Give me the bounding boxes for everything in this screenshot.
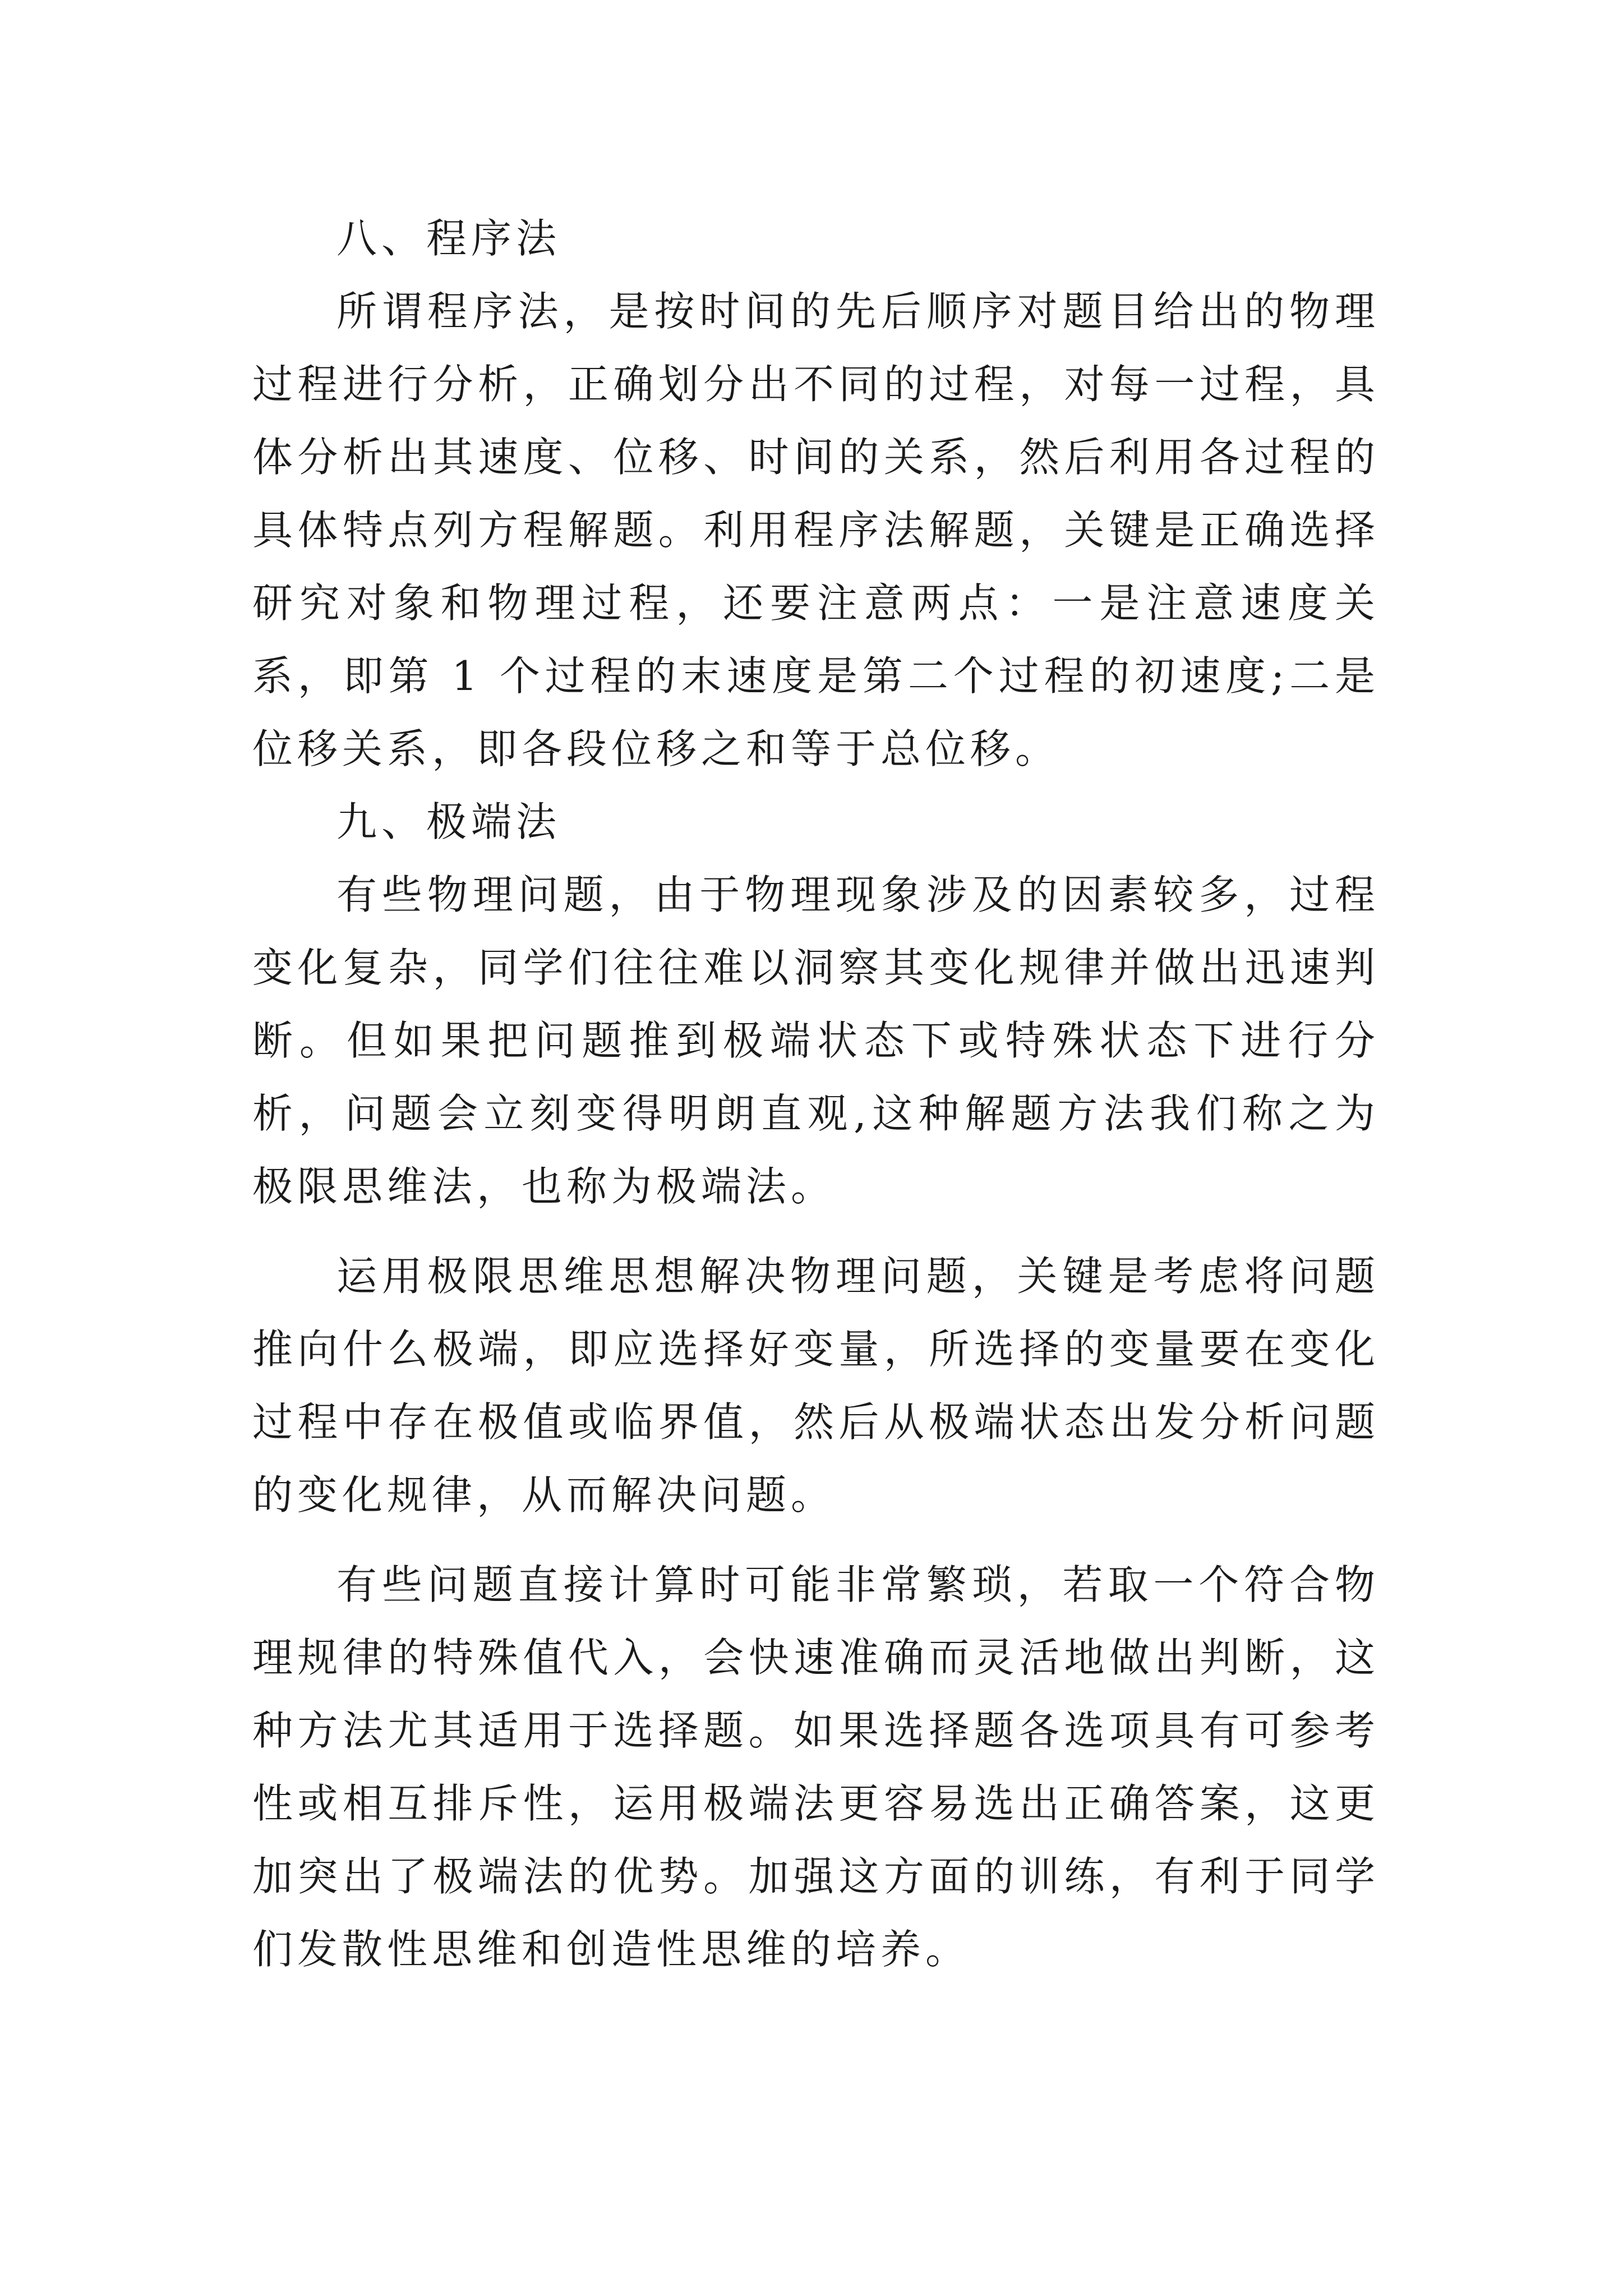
document-body xyxy=(252,202,1380,1986)
paragraph-extreme-method-intro: 有些物理问题，由于物理现象涉及的因素较多，过程变化复杂，同学们往往难以洞察其变化规律并做出迅速判断。但如果把问题推到极端状态下或特殊状态下进行分析，问题会立刻变得明朗直观,这种解题方法我们称之为极限思维法，也称为极端法。 xyxy=(252,871,1380,1210)
paragraph-extreme-method-special-value: 有些问题直接计算时可能非常繁琐，若取一个符合物理规律的特殊值代入，会快速准确而灵活地做出判断，这种方法尤其适用于选择题。如果选择题各选项具有可参考性或相互排斥性，运用极端法更容易选出正确答案，这更加突出了极端法的优势。加强这方面的训练，有利于同学们发散性思维和创造性思维的培养。 xyxy=(252,1561,1380,1973)
paragraph-spacer xyxy=(252,1223,1380,1240)
paragraph-procedure-method: 所谓程序法，是按时间的先后顺序对题目给出的物理过程进行分析，正确划分出不同的过程，对每一过程，具体分析出其速度、位移、时间的关系，然后利用各过程的具体特点列方程解题。利用程序法解题，关键是正确选择研究对象和物理过程，还要注意两点：一是注意速度关系，即第 1 个过程的末速度是第二个过程的初速度;二是位移关系，即各段位移之和等于总位移。 xyxy=(252,288,1380,772)
section-heading-procedure-method: 八、程序法 xyxy=(336,215,561,262)
paragraph-extreme-method-key: 运用极限思维思想解决物理问题，关键是考虑将问题推向什么极端，即应选择好变量，所选择的变量要在变化过程中存在极值或临界值，然后从极端状态出发分析问题的变化规律，从而解决问题。 xyxy=(252,1253,1380,1519)
paragraph-spacer xyxy=(252,1531,1380,1548)
section-heading-extreme-method: 九、极端法 xyxy=(336,798,561,845)
